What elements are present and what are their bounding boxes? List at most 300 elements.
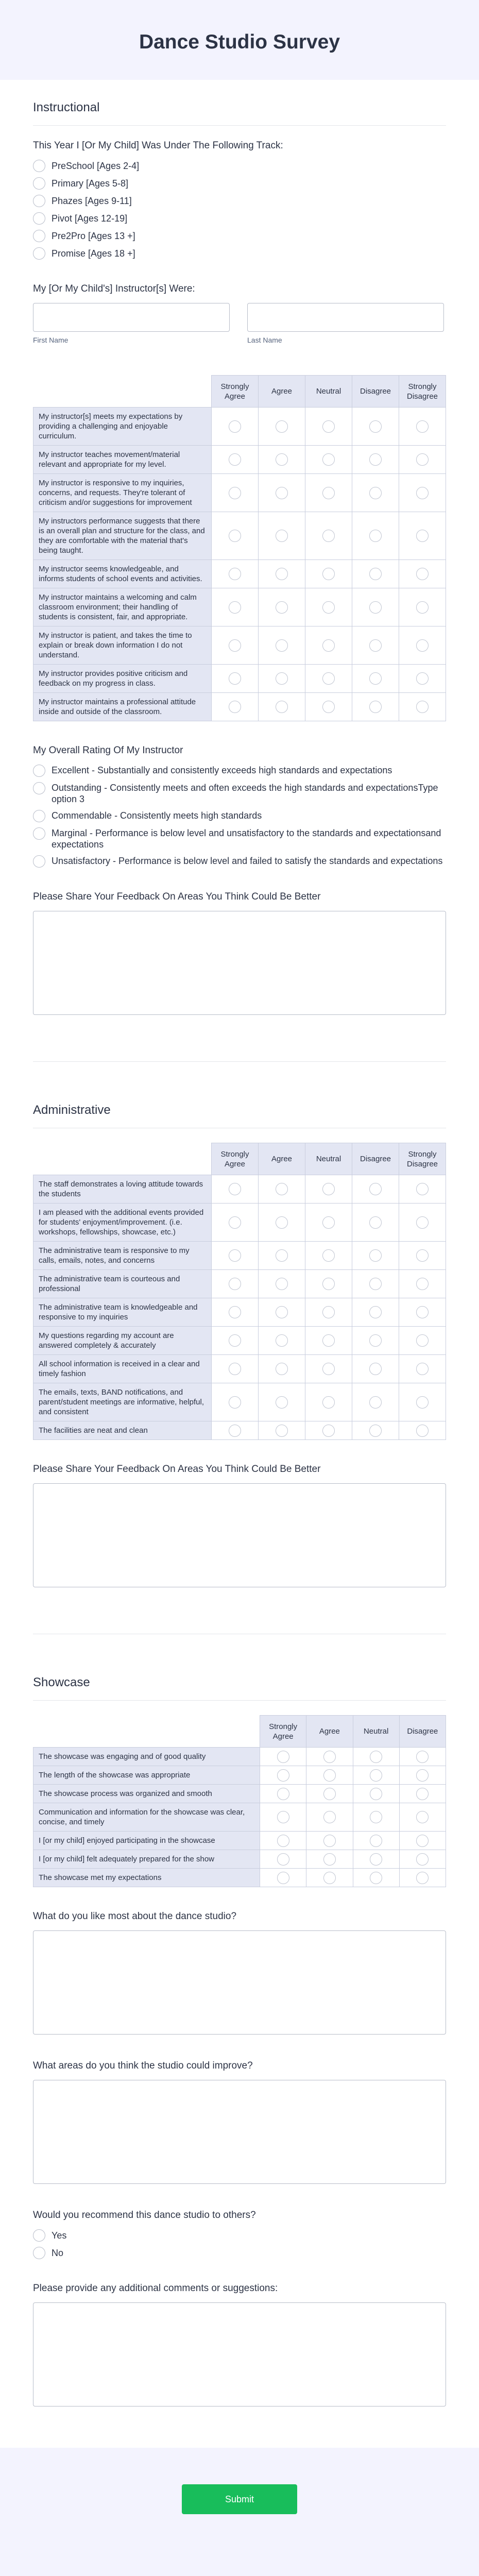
rating-option[interactable] bbox=[33, 765, 446, 777]
matrix-radio-button[interactable] bbox=[276, 1363, 288, 1375]
matrix-cell bbox=[260, 1832, 306, 1850]
radio-button[interactable] bbox=[33, 160, 45, 172]
matrix-radio-button[interactable] bbox=[322, 1425, 335, 1437]
comments-textarea[interactable] bbox=[33, 2302, 446, 2406]
admin-feedback-question bbox=[33, 1464, 446, 1589]
matrix-column-header: Agree bbox=[306, 1716, 353, 1748]
matrix-radio-button[interactable] bbox=[369, 1363, 382, 1375]
matrix-radio-button[interactable] bbox=[370, 1872, 382, 1884]
matrix-radio-button[interactable] bbox=[276, 530, 288, 542]
matrix-cell bbox=[305, 408, 352, 446]
track-option-label: Promise [Ages 18 +] bbox=[52, 248, 135, 259]
matrix-cell bbox=[352, 1204, 399, 1242]
radio-button[interactable] bbox=[33, 765, 45, 777]
matrix-radio-button[interactable] bbox=[322, 701, 335, 713]
radio-button[interactable] bbox=[33, 247, 45, 260]
matrix-radio-button[interactable] bbox=[416, 1334, 429, 1347]
instructor-name-label: My [Or My Child's] Instructor[s] Were: bbox=[33, 283, 195, 294]
matrix-cell bbox=[352, 1355, 399, 1383]
matrix-radio-button[interactable] bbox=[229, 1216, 241, 1229]
matrix-radio-button[interactable] bbox=[416, 1788, 429, 1800]
matrix-row-label: My instructor teaches movement/material relevant and appropriate for my level. bbox=[33, 446, 212, 474]
section-instructional bbox=[33, 100, 446, 1062]
matrix-cell bbox=[353, 1803, 399, 1832]
name-row bbox=[33, 303, 446, 344]
matrix-cell bbox=[259, 1327, 305, 1355]
radio-button[interactable] bbox=[33, 827, 45, 840]
matrix-radio-button[interactable] bbox=[229, 530, 241, 542]
matrix-radio-button[interactable] bbox=[416, 1396, 429, 1409]
matrix-cell bbox=[305, 1327, 352, 1355]
matrix-radio-button[interactable] bbox=[416, 1872, 429, 1884]
matrix-cell bbox=[399, 1832, 446, 1850]
matrix-radio-button[interactable] bbox=[323, 1853, 336, 1866]
first-name-input[interactable] bbox=[33, 303, 230, 332]
matrix-column-header: Strongly Disagree bbox=[399, 376, 446, 408]
matrix-radio-button[interactable] bbox=[370, 1811, 382, 1823]
instructor-feedback-textarea[interactable] bbox=[33, 911, 446, 1015]
track-option[interactable] bbox=[33, 195, 446, 207]
matrix-radio-button[interactable] bbox=[323, 1788, 336, 1800]
matrix-radio-button[interactable] bbox=[322, 1396, 335, 1409]
matrix-column-header: Disagree bbox=[352, 376, 399, 408]
radio-button[interactable] bbox=[33, 2247, 45, 2259]
track-option[interactable] bbox=[33, 212, 446, 225]
matrix-column-header: Disagree bbox=[352, 1143, 399, 1175]
matrix-cell bbox=[399, 408, 446, 446]
matrix-cell bbox=[260, 1785, 306, 1803]
radio-button[interactable] bbox=[33, 2229, 45, 2242]
matrix-row-label: The length of the showcase was appropriate bbox=[33, 1766, 260, 1785]
matrix-radio-button[interactable] bbox=[276, 568, 288, 580]
rating-label: My Overall Rating Of My Instructor bbox=[33, 745, 183, 756]
matrix-radio-button[interactable] bbox=[229, 639, 241, 652]
matrix-cell bbox=[399, 1327, 446, 1355]
matrix-radio-button[interactable] bbox=[277, 1788, 289, 1800]
matrix-cell bbox=[305, 693, 352, 721]
matrix-radio-button[interactable] bbox=[416, 1425, 429, 1437]
matrix-radio-button[interactable] bbox=[369, 639, 382, 652]
matrix-cell bbox=[352, 588, 399, 626]
matrix-radio-button[interactable] bbox=[323, 1769, 336, 1782]
matrix-radio-button[interactable] bbox=[276, 1278, 288, 1290]
matrix-radio-button[interactable] bbox=[416, 1751, 429, 1763]
matrix-cell bbox=[399, 446, 446, 474]
rating-option[interactable] bbox=[33, 810, 446, 822]
matrix-cell bbox=[259, 1270, 305, 1298]
matrix-cell bbox=[259, 446, 305, 474]
matrix-radio-button[interactable] bbox=[416, 568, 429, 580]
matrix-radio-button[interactable] bbox=[323, 1751, 336, 1763]
showcase-matrix-table bbox=[33, 1715, 446, 1887]
matrix-cell bbox=[399, 1785, 446, 1803]
matrix-radio-button[interactable] bbox=[229, 1334, 241, 1347]
matrix-cell bbox=[399, 1869, 446, 1887]
matrix-radio-button[interactable] bbox=[416, 453, 429, 466]
matrix-row-label: All school information is received in a clear and timely fashion bbox=[33, 1355, 212, 1383]
matrix-radio-button[interactable] bbox=[369, 1278, 382, 1290]
matrix-radio-button[interactable] bbox=[277, 1751, 289, 1763]
matrix-radio-button[interactable] bbox=[416, 1249, 429, 1262]
matrix-cell bbox=[399, 1204, 446, 1242]
matrix-radio-button[interactable] bbox=[322, 453, 335, 466]
matrix-radio-button[interactable] bbox=[416, 1306, 429, 1318]
matrix-radio-button[interactable] bbox=[276, 701, 288, 713]
matrix-row bbox=[33, 1383, 446, 1421]
matrix-cell bbox=[305, 1383, 352, 1421]
matrix-cell bbox=[352, 560, 399, 588]
matrix-cell bbox=[306, 1785, 353, 1803]
instructor-feedback-label: Please Share Your Feedback On Areas You Think Could Be Better bbox=[33, 891, 321, 902]
matrix-radio-button[interactable] bbox=[370, 1751, 382, 1763]
matrix-radio-button[interactable] bbox=[370, 1853, 382, 1866]
matrix-radio-button[interactable] bbox=[416, 1811, 429, 1823]
matrix-column-header: Strongly Agree bbox=[212, 1143, 259, 1175]
matrix-row-label: The emails, texts, BAND notifications, and parent/student meetings are informative, helpful, and consistent bbox=[33, 1383, 212, 1421]
matrix-radio-button[interactable] bbox=[416, 1216, 429, 1229]
matrix-radio-button[interactable] bbox=[416, 701, 429, 713]
matrix-radio-button[interactable] bbox=[369, 1183, 382, 1195]
matrix-cell bbox=[212, 1383, 259, 1421]
matrix-radio-button[interactable] bbox=[416, 601, 429, 614]
recommend-option-yes[interactable] bbox=[33, 2229, 446, 2242]
radio-button[interactable] bbox=[33, 855, 45, 868]
radio-button[interactable] bbox=[33, 177, 45, 190]
rating-option[interactable] bbox=[33, 782, 446, 805]
matrix-cell bbox=[353, 1850, 399, 1869]
matrix-radio-button[interactable] bbox=[322, 568, 335, 580]
matrix-column-header: Disagree bbox=[399, 1716, 446, 1748]
matrix-row bbox=[33, 1242, 446, 1270]
matrix-radio-button[interactable] bbox=[276, 453, 288, 466]
rating-option[interactable] bbox=[33, 855, 446, 868]
matrix-cell bbox=[352, 1383, 399, 1421]
matrix-cell bbox=[212, 1355, 259, 1383]
matrix-cell bbox=[305, 560, 352, 588]
page-title: Dance Studio Survey bbox=[139, 30, 340, 53]
matrix-cell bbox=[306, 1832, 353, 1850]
matrix-column-header: Strongly Agree bbox=[212, 376, 259, 408]
matrix-cell bbox=[260, 1748, 306, 1766]
matrix-radio-button[interactable] bbox=[322, 1334, 335, 1347]
matrix-cell bbox=[399, 588, 446, 626]
admin-matrix-question bbox=[33, 1143, 446, 1440]
matrix-row-label: My instructor maintains a professional attitude inside and outside of the classroom. bbox=[33, 693, 212, 721]
matrix-cell bbox=[352, 1421, 399, 1440]
comments-question bbox=[33, 2283, 446, 2409]
recommend-label: Would you recommend this dance studio to others? bbox=[33, 2210, 256, 2221]
admin-matrix-table bbox=[33, 1143, 446, 1440]
matrix-cell bbox=[399, 665, 446, 693]
track-option-label: Pivot [Ages 12-19] bbox=[52, 213, 128, 224]
matrix-row bbox=[33, 1832, 446, 1850]
matrix-cell bbox=[399, 512, 446, 560]
matrix-cell bbox=[353, 1785, 399, 1803]
matrix-cell bbox=[352, 408, 399, 446]
matrix-cell bbox=[212, 560, 259, 588]
track-option-label: Phazes [Ages 9-11] bbox=[52, 196, 132, 206]
rating-option-label: Commendable - Consistently meets high standards bbox=[52, 810, 262, 821]
matrix-radio-button[interactable] bbox=[369, 1216, 382, 1229]
instructor-feedback-question bbox=[33, 891, 446, 1017]
improve-label: What areas do you think the studio could improve? bbox=[33, 2060, 253, 2071]
matrix-column-header: Neutral bbox=[305, 376, 352, 408]
matrix-radio-button[interactable] bbox=[369, 601, 382, 614]
matrix-cell bbox=[212, 1204, 259, 1242]
admin-feedback-textarea[interactable] bbox=[33, 1483, 446, 1587]
matrix-cell bbox=[399, 1270, 446, 1298]
matrix-radio-button[interactable] bbox=[416, 1363, 429, 1375]
matrix-radio-button[interactable] bbox=[323, 1835, 336, 1847]
matrix-cell bbox=[399, 693, 446, 721]
matrix-cell bbox=[306, 1766, 353, 1785]
matrix-radio-button[interactable] bbox=[416, 1183, 429, 1195]
matrix-cell bbox=[353, 1748, 399, 1766]
matrix-cell bbox=[260, 1850, 306, 1869]
matrix-header-row bbox=[33, 1716, 446, 1748]
matrix-radio-button[interactable] bbox=[229, 1425, 241, 1437]
matrix-radio-button[interactable] bbox=[276, 1425, 288, 1437]
like-most-textarea[interactable] bbox=[33, 1930, 446, 2035]
instructor-name-question bbox=[33, 283, 446, 344]
section-title-administrative: Administrative bbox=[33, 1103, 446, 1128]
matrix-row-label: My instructor is patient, and takes the time to explain or break down information I do not understand. bbox=[33, 626, 212, 665]
matrix-row-label: My instructor seems knowledgeable, and informs students of school events and activities. bbox=[33, 560, 212, 588]
matrix-cell bbox=[352, 1327, 399, 1355]
matrix-radio-button[interactable] bbox=[229, 453, 241, 466]
matrix-cell bbox=[259, 665, 305, 693]
matrix-radio-button[interactable] bbox=[229, 420, 241, 433]
matrix-radio-button[interactable] bbox=[369, 1249, 382, 1262]
matrix-radio-button[interactable] bbox=[369, 487, 382, 499]
matrix-cell bbox=[353, 1869, 399, 1887]
matrix-cell bbox=[399, 1421, 446, 1440]
matrix-corner bbox=[33, 1143, 212, 1175]
matrix-radio-button[interactable] bbox=[369, 1334, 382, 1347]
matrix-radio-button[interactable] bbox=[276, 1183, 288, 1195]
track-option-label: Pre2Pro [Ages 13 +] bbox=[52, 231, 135, 241]
matrix-radio-button[interactable] bbox=[276, 487, 288, 499]
matrix-cell bbox=[352, 446, 399, 474]
matrix-cell bbox=[352, 474, 399, 512]
matrix-row-label: My instructor is responsive to my inquiries, concerns, and requests. They're tolerant of criticism and/or suggestions for improvement bbox=[33, 474, 212, 512]
matrix-row-label: I am pleased with the additional events provided for students' enjoyment/improvement. (i.e. workshops, fellowships, showcase, etc.) bbox=[33, 1204, 212, 1242]
like-most-label: What do you like most about the dance studio? bbox=[33, 1911, 237, 1922]
matrix-radio-button[interactable] bbox=[276, 1306, 288, 1318]
matrix-radio-button[interactable] bbox=[276, 420, 288, 433]
matrix-radio-button[interactable] bbox=[416, 672, 429, 685]
matrix-radio-button[interactable] bbox=[277, 1769, 289, 1782]
matrix-cell bbox=[306, 1869, 353, 1887]
matrix-radio-button[interactable] bbox=[322, 1183, 335, 1195]
matrix-radio-button[interactable] bbox=[416, 1769, 429, 1782]
matrix-row bbox=[33, 1869, 446, 1887]
section-showcase bbox=[33, 1675, 446, 2437]
matrix-cell bbox=[305, 474, 352, 512]
rating-option-label: Marginal - Performance is below level and unsatisfactory to the standards and expectationsand expectations bbox=[52, 828, 441, 850]
matrix-cell bbox=[259, 588, 305, 626]
matrix-cell bbox=[260, 1869, 306, 1887]
matrix-radio-button[interactable] bbox=[369, 530, 382, 542]
matrix-cell bbox=[353, 1832, 399, 1850]
matrix-radio-button[interactable] bbox=[276, 1334, 288, 1347]
matrix-radio-button[interactable] bbox=[322, 487, 335, 499]
matrix-cell bbox=[212, 588, 259, 626]
radio-button[interactable] bbox=[33, 212, 45, 225]
radio-button[interactable] bbox=[33, 230, 45, 242]
matrix-radio-button[interactable] bbox=[276, 1249, 288, 1262]
matrix-radio-button[interactable] bbox=[229, 601, 241, 614]
matrix-radio-button[interactable] bbox=[322, 601, 335, 614]
matrix-row bbox=[33, 1175, 446, 1204]
track-option[interactable] bbox=[33, 230, 446, 242]
matrix-radio-button[interactable] bbox=[229, 1249, 241, 1262]
matrix-radio-button[interactable] bbox=[276, 1396, 288, 1409]
matrix-radio-button[interactable] bbox=[369, 1425, 382, 1437]
last-name-input[interactable] bbox=[247, 303, 444, 332]
submit-button[interactable]: Submit bbox=[182, 2484, 297, 2514]
matrix-radio-button[interactable] bbox=[370, 1769, 382, 1782]
track-question bbox=[33, 140, 446, 260]
matrix-radio-button[interactable] bbox=[277, 1853, 289, 1866]
matrix-radio-button[interactable] bbox=[229, 701, 241, 713]
improve-textarea[interactable] bbox=[33, 2080, 446, 2184]
matrix-cell bbox=[352, 1298, 399, 1327]
matrix-cell bbox=[305, 1270, 352, 1298]
matrix-radio-button[interactable] bbox=[276, 1216, 288, 1229]
matrix-row bbox=[33, 665, 446, 693]
matrix-cell bbox=[399, 1803, 446, 1832]
matrix-radio-button[interactable] bbox=[416, 1853, 429, 1866]
matrix-column-header: Strongly Disagree bbox=[399, 1143, 446, 1175]
matrix-radio-button[interactable] bbox=[369, 568, 382, 580]
matrix-radio-button[interactable] bbox=[229, 1183, 241, 1195]
improve-question bbox=[33, 2060, 446, 2186]
matrix-row bbox=[33, 560, 446, 588]
matrix-radio-button[interactable] bbox=[276, 601, 288, 614]
section-title-showcase: Showcase bbox=[33, 1675, 446, 1701]
matrix-radio-button[interactable] bbox=[276, 672, 288, 685]
rating-option-label: Excellent - Substantially and consistently exceeds high standards and expectations bbox=[52, 765, 392, 775]
matrix-radio-button[interactable] bbox=[416, 639, 429, 652]
matrix-row bbox=[33, 1785, 446, 1803]
matrix-radio-button[interactable] bbox=[322, 1278, 335, 1290]
matrix-radio-button[interactable] bbox=[323, 1811, 336, 1823]
track-option[interactable] bbox=[33, 177, 446, 190]
matrix-row-label: The showcase met my expectations bbox=[33, 1869, 260, 1887]
matrix-cell bbox=[305, 446, 352, 474]
matrix-corner bbox=[33, 1716, 260, 1748]
matrix-cell bbox=[305, 512, 352, 560]
matrix-cell bbox=[306, 1748, 353, 1766]
track-option[interactable] bbox=[33, 160, 446, 172]
recommend-option-no[interactable] bbox=[33, 2247, 446, 2259]
matrix-radio-button[interactable] bbox=[277, 1835, 289, 1847]
matrix-cell bbox=[305, 1242, 352, 1270]
matrix-radio-button[interactable] bbox=[416, 530, 429, 542]
track-label: This Year I [Or My Child] Was Under The Following Track: bbox=[33, 140, 283, 151]
matrix-radio-button[interactable] bbox=[322, 1363, 335, 1375]
matrix-radio-button[interactable] bbox=[277, 1811, 289, 1823]
matrix-column-header: Agree bbox=[259, 1143, 305, 1175]
matrix-cell bbox=[259, 408, 305, 446]
matrix-row bbox=[33, 1850, 446, 1869]
matrix-radio-button[interactable] bbox=[229, 1278, 241, 1290]
matrix-row-label: Communication and information for the showcase was clear, concise, and timely bbox=[33, 1803, 260, 1832]
radio-button[interactable] bbox=[33, 782, 45, 794]
submit-area bbox=[0, 2448, 479, 2525]
matrix-cell bbox=[259, 512, 305, 560]
matrix-cell bbox=[399, 1175, 446, 1204]
matrix-radio-button[interactable] bbox=[369, 1306, 382, 1318]
matrix-radio-button[interactable] bbox=[229, 568, 241, 580]
matrix-header-row bbox=[33, 1143, 446, 1175]
matrix-radio-button[interactable] bbox=[229, 672, 241, 685]
matrix-radio-button[interactable] bbox=[416, 487, 429, 499]
rating-question bbox=[33, 745, 446, 868]
matrix-radio-button[interactable] bbox=[416, 420, 429, 433]
matrix-radio-button[interactable] bbox=[322, 639, 335, 652]
admin-feedback-label: Please Share Your Feedback On Areas You Think Could Be Better bbox=[33, 1464, 321, 1475]
matrix-cell bbox=[352, 512, 399, 560]
track-option[interactable] bbox=[33, 247, 446, 260]
matrix-radio-button[interactable] bbox=[229, 1363, 241, 1375]
matrix-radio-button[interactable] bbox=[323, 1872, 336, 1884]
matrix-radio-button[interactable] bbox=[369, 420, 382, 433]
rating-option[interactable] bbox=[33, 827, 446, 850]
matrix-radio-button[interactable] bbox=[369, 701, 382, 713]
matrix-radio-button[interactable] bbox=[322, 530, 335, 542]
instructor-matrix-table bbox=[33, 375, 446, 721]
track-option-label: Primary [Ages 5-8] bbox=[52, 178, 129, 189]
matrix-radio-button[interactable] bbox=[369, 672, 382, 685]
matrix-cell bbox=[259, 626, 305, 665]
matrix-row bbox=[33, 1355, 446, 1383]
matrix-cell bbox=[305, 665, 352, 693]
matrix-cell bbox=[399, 1850, 446, 1869]
matrix-cell bbox=[399, 1383, 446, 1421]
matrix-radio-button[interactable] bbox=[322, 1216, 335, 1229]
radio-button[interactable] bbox=[33, 195, 45, 207]
matrix-radio-button[interactable] bbox=[277, 1872, 289, 1884]
matrix-cell bbox=[212, 1298, 259, 1327]
matrix-cell bbox=[259, 1175, 305, 1204]
matrix-radio-button[interactable] bbox=[416, 1835, 429, 1847]
matrix-row-label: The staff demonstrates a loving attitude towards the students bbox=[33, 1175, 212, 1204]
matrix-row bbox=[33, 446, 446, 474]
matrix-row bbox=[33, 1748, 446, 1766]
matrix-radio-button[interactable] bbox=[416, 1278, 429, 1290]
matrix-radio-button[interactable] bbox=[276, 639, 288, 652]
matrix-radio-button[interactable] bbox=[370, 1788, 382, 1800]
matrix-cell bbox=[352, 1270, 399, 1298]
matrix-radio-button[interactable] bbox=[370, 1835, 382, 1847]
matrix-cell bbox=[212, 665, 259, 693]
matrix-radio-button[interactable] bbox=[369, 1396, 382, 1409]
matrix-radio-button[interactable] bbox=[229, 1306, 241, 1318]
matrix-radio-button[interactable] bbox=[322, 1249, 335, 1262]
matrix-cell bbox=[259, 1204, 305, 1242]
survey-form bbox=[0, 80, 479, 2448]
matrix-radio-button[interactable] bbox=[229, 1396, 241, 1409]
radio-button[interactable] bbox=[33, 810, 45, 822]
matrix-radio-button[interactable] bbox=[229, 487, 241, 499]
matrix-radio-button[interactable] bbox=[369, 453, 382, 466]
matrix-cell bbox=[212, 1175, 259, 1204]
matrix-radio-button[interactable] bbox=[322, 420, 335, 433]
matrix-radio-button[interactable] bbox=[322, 1306, 335, 1318]
matrix-radio-button[interactable] bbox=[322, 672, 335, 685]
